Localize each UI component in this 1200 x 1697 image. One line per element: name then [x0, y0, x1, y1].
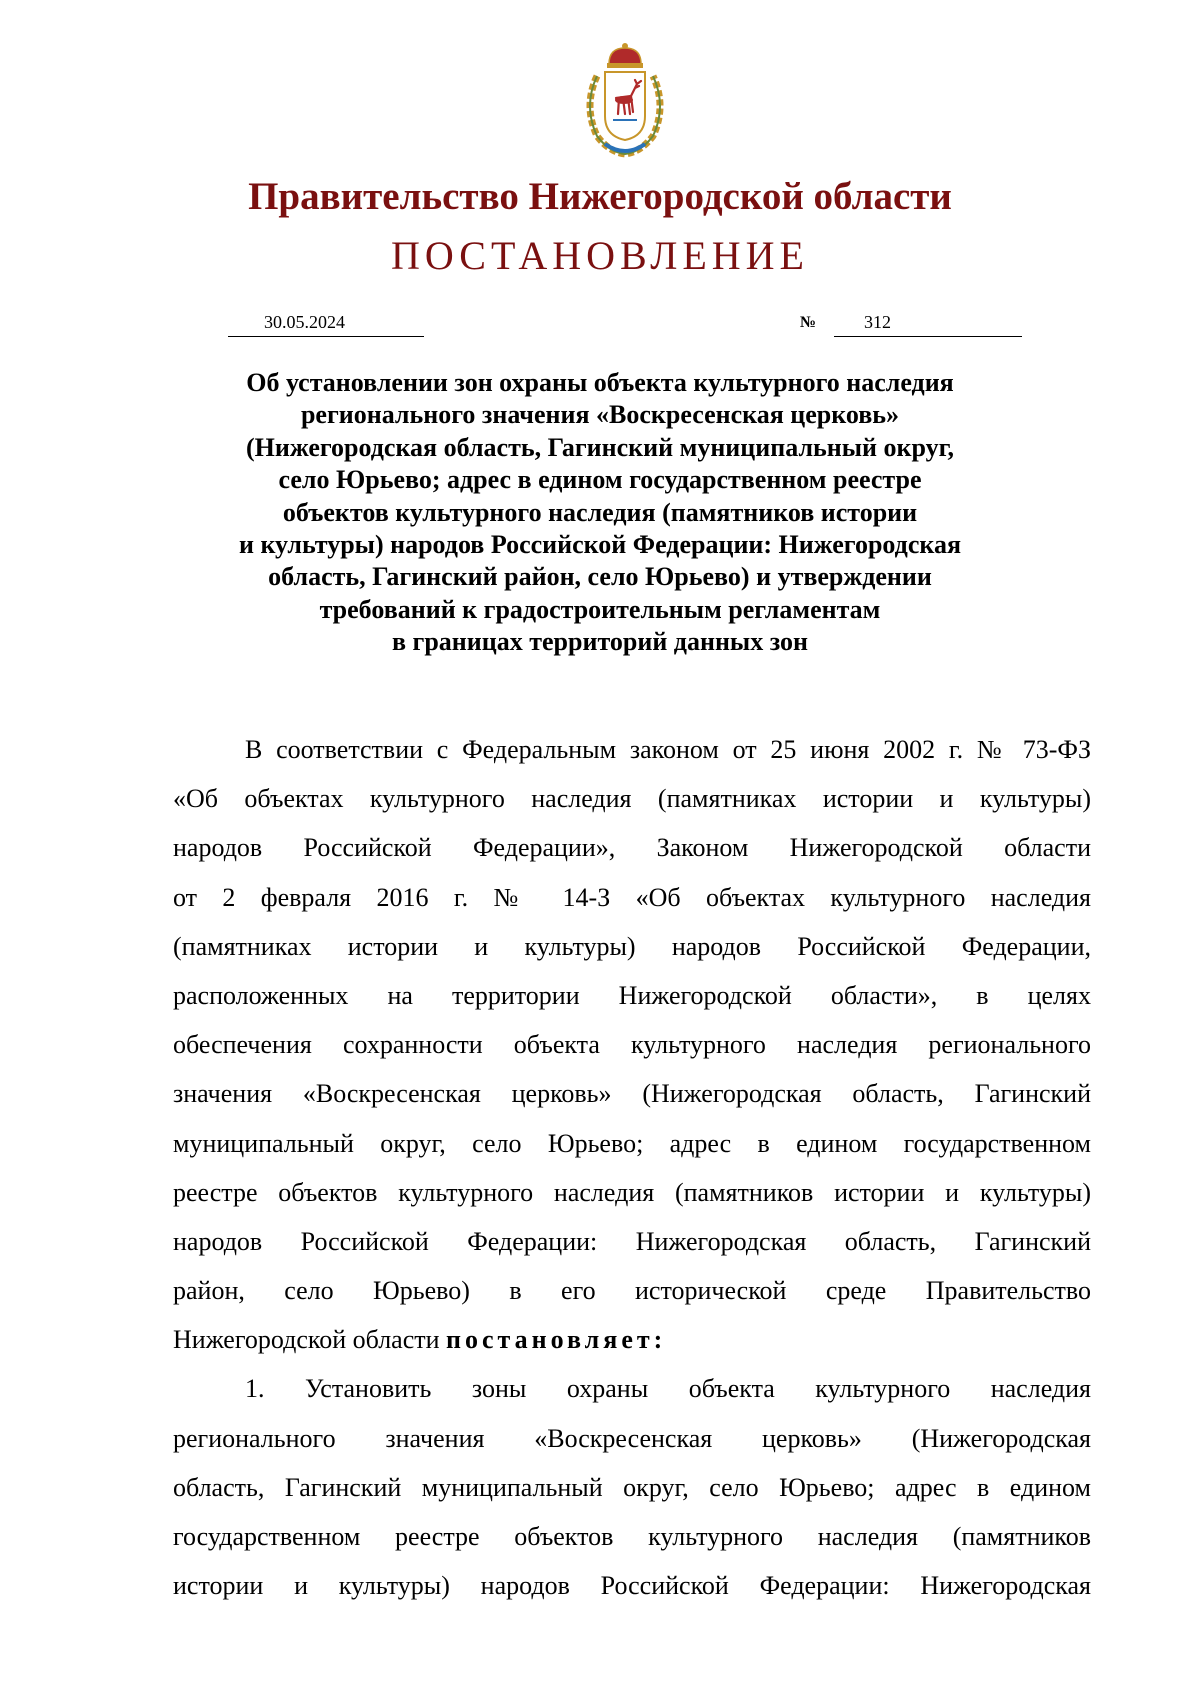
organization-name: Правительство Нижегородской области: [248, 175, 952, 218]
body-line: «Об объектах культурного наследия (памятниках истории и культуры): [173, 784, 1091, 814]
resolves-word: постановляет:: [446, 1325, 667, 1355]
title-line: область, Гагинский район, село Юрьево) и утверждении: [268, 562, 932, 592]
number-sign: №: [800, 314, 817, 331]
body-line: значения «Воскресенская церковь» (Нижегородская область, Гагинский: [173, 1079, 1091, 1109]
body-line: (памятниках истории и культуры) народов Российской Федерации,: [173, 931, 1091, 961]
body-line: [173, 1315, 1091, 1364]
number-field: [834, 310, 1022, 337]
body-line: народов Российской Федерации: Нижегородская область, Гагинский: [173, 1226, 1091, 1256]
body-line-text: Нижегородской области: [173, 1325, 447, 1355]
title-line: регионального значения «Воскресенская церковь»: [300, 400, 900, 430]
body-line: муниципальный округ, село Юрьево; адрес в едином государственном: [173, 1128, 1091, 1158]
title-line: (Нижегородская область, Гагинский муниципальный округ,: [245, 432, 955, 462]
document-body: [173, 725, 1091, 1610]
document-type: ПОСТАНОВЛЕНИЕ: [391, 233, 809, 278]
title-line: объектов культурного наследия (памятников истории: [282, 497, 918, 527]
document-number: 312: [864, 312, 891, 332]
body-line: от 2 февраля 2016 г. № 14-З «Об объектах культурного наследия: [173, 882, 1091, 912]
item-line: истории и культуры) народов Российской Федерации: Нижегородская: [173, 1571, 1091, 1601]
title-line: требований к градостроительным регламентам: [319, 594, 881, 624]
body-line: обеспечения сохранности объекта культурного наследия регионального: [173, 1030, 1091, 1060]
item-line: регионального значения «Воскресенская церковь» (Нижегородская: [173, 1423, 1091, 1453]
item-line: 1. Установить зоны охраны объекта культурного наследия: [245, 1374, 1091, 1404]
coat-of-arms-icon: [575, 36, 675, 160]
body-line: В соответствии с Федеральным законом от 25 июня 2002 г. № 73-ФЗ: [245, 735, 1091, 764]
title-line: в границах территорий данных зон: [392, 627, 808, 657]
body-line: реестре объектов культурного наследия (памятников истории и культуры): [173, 1177, 1091, 1207]
document-date: 30.05.2024: [264, 312, 345, 332]
title-line: и культуры) народов Российской Федерации: Нижегородская: [238, 530, 962, 560]
body-line: расположенных на территории Нижегородской области», в целях: [173, 980, 1091, 1010]
date-field: [228, 310, 424, 337]
item-line: государственном реестре объектов культурного наследия (памятников: [173, 1522, 1091, 1551]
title-line: Об установлении зон охраны объекта культурного наследия: [246, 368, 954, 397]
body-line: народов Российской Федерации», Законом Нижегородской области: [173, 833, 1091, 863]
document-title: [0, 367, 1200, 659]
item-line: область, Гагинский муниципальный округ, село Юрьево; адрес в едином: [173, 1472, 1091, 1502]
title-line: село Юрьево; адрес в едином государственном реестре: [278, 465, 922, 495]
body-line: район, село Юрьево) в его исторической среде Правительство: [173, 1276, 1091, 1306]
